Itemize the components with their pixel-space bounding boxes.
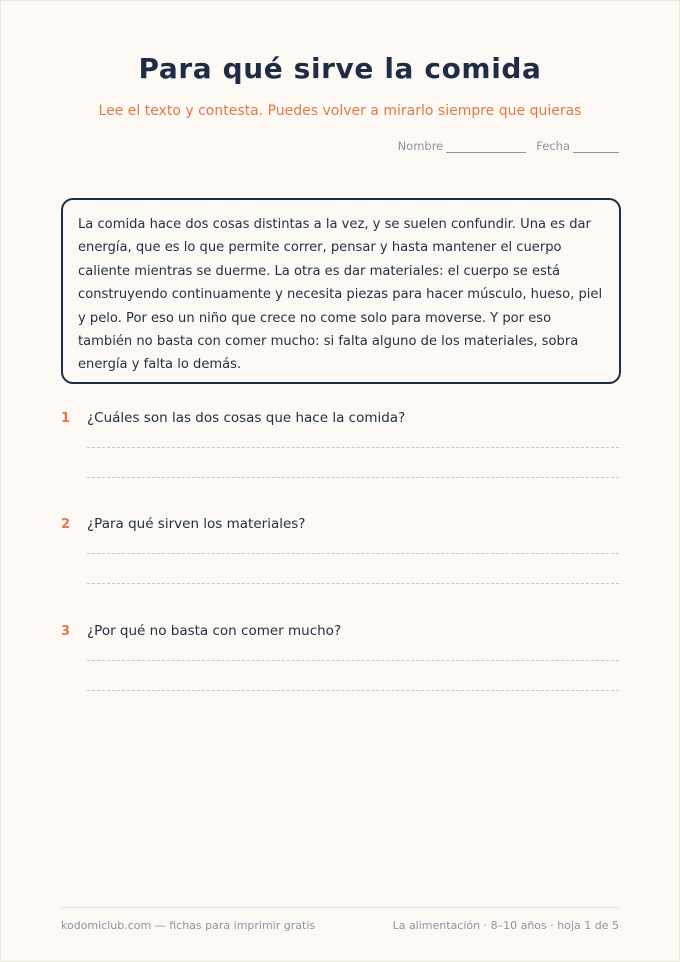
- answer-line[interactable]: [87, 477, 619, 478]
- date-field[interactable]: [536, 139, 619, 153]
- question-text: ¿Cuáles son las dos cosas que hace la comida?: [87, 410, 406, 426]
- question-1: [61, 410, 619, 478]
- name-field[interactable]: [398, 139, 537, 153]
- page-subtitle: Lee el texto y contesta. Puedes volver a mirarlo siempre que quieras: [98, 103, 582, 119]
- footer-page-info: La alimentación · 8–10 años · hoja 1 de 5: [392, 919, 619, 932]
- question-2: [61, 516, 619, 584]
- question-text: ¿Por qué no basta con comer mucho?: [87, 623, 342, 639]
- answer-line[interactable]: [87, 690, 619, 691]
- student-info: [398, 139, 619, 153]
- answer-line[interactable]: [87, 447, 619, 448]
- answer-line[interactable]: [87, 583, 619, 584]
- question-number: 1: [61, 411, 71, 426]
- reading-passage: La comida hace dos cosas distintas a la vez, y se suelen confundir. Una es dar energía, que es lo que permite correr, pensar y hasta mantener el cuerpo caliente mientras se duerme. La otra es dar materiales: el cuerpo se está construyendo continuamente y necesita piezas para hacer músculo, hueso, piel y pelo. Por eso un niño que crece no come solo para moverse. Y por eso también no basta con comer mucho: si falta alguno de los materiales, sobra energía y falta lo demás.: [61, 198, 621, 384]
- name-label: Nombre: [397, 139, 444, 153]
- name-blank[interactable]: [446, 140, 526, 153]
- date-blank[interactable]: [573, 140, 619, 153]
- question-3: [61, 623, 619, 691]
- footer-site-credit: kodomiclub.com — fichas para imprimir gratis: [61, 919, 316, 932]
- date-label: Fecha: [536, 139, 570, 153]
- page-title: Para qué sirve la comida: [138, 52, 542, 85]
- question-number: 2: [61, 517, 71, 532]
- answer-line[interactable]: [87, 660, 619, 661]
- answer-line[interactable]: [87, 553, 619, 554]
- footer-divider: [61, 907, 619, 908]
- question-text: ¿Para qué sirven los materiales?: [87, 516, 306, 532]
- question-number: 3: [61, 624, 71, 639]
